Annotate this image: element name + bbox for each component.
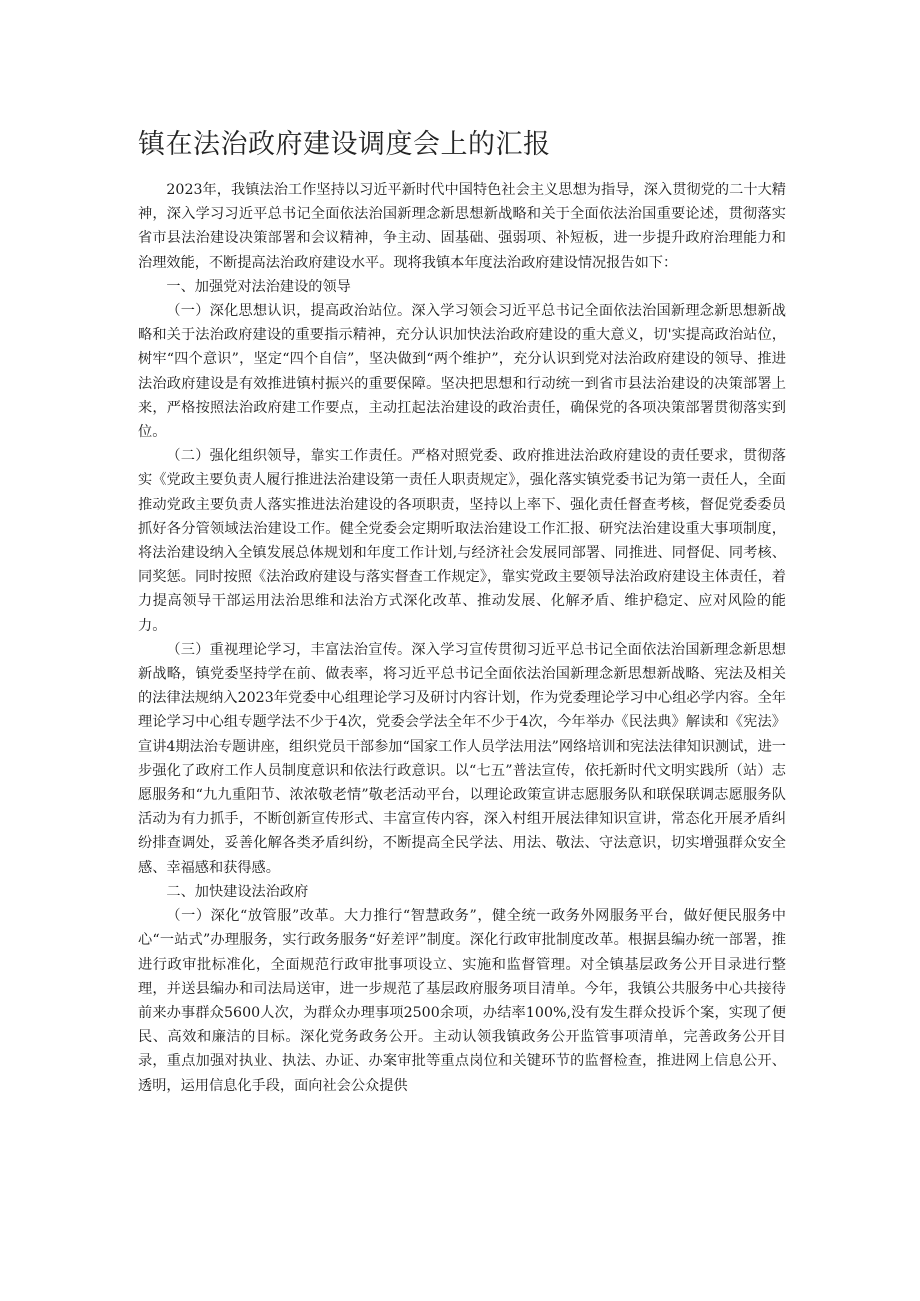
paragraph-1-3: （三）重视理论学习，丰富法治宣传。深入学习宣传贯彻习近平总书记全面依法治国新理念新思想新战略，镇党委坚持学在前、做表率，将习近平总书记全面依法治国新理念新思想新战略、宪法及相关的法律法规纳入2023年党委中心组理论学习及研讨内容计划，作为党委理论学习中心组必学内容。全年理论学习中心组专题学法不少于4次，党委会学法全年不少于4次，今年举办《民法典》解读和《宪法》宣讲4期法治专题讲座，组织党员干部参加“国家工作人员学法用法”网络培训和宪法法律知识测试，进一步强化了政府工作人员制度意识和依法行政意识。以“七五”普法宣传，依托新时代文明实践所（站）志愿服务和“九九重阳节、浓浓敬老情”敬老活动平台，以理论政策宣讲志愿服务队和联保联调志愿服务队活动为有力抓手，不断创新宣传形式、丰富宣传内容，深入村组开展法律知识宣讲，常态化开展矛盾纠纷排查调处，妥善化解各类矛盾纠纷，不断提高全民学法、用法、敬法、守法意识，切实增强群众安全感、幸福感和获得感。: [138, 641, 786, 876]
section-heading-1: 一、加强党对法治建设的领导: [166, 278, 351, 295]
paragraph-2-1: （一）深化“放管服”改革。大力推行“智慧政务”，健全统一政务外网服务平台，做好便民服务中心“一站式”办理服务，实行政务服务“好差评”制度。深化行政审批制度改革。根据县编办统一部署，推进行政审批标准化，全面规范行政审批事项设立、实施和监督管理。对全镇基层政务公开目录进行整理，并送县编办和司法局送审，进一步规范了基层政府服务项目清单。今年，我镇公共服务中心共接待前来办事群众5600人次，为群众办理事项2500余项，办结率100%,没有发生群众投诉个案，实现了便民、高效和廉洁的目标。深化党务政务公开。主动认领我镇政务公开监管事项清单，完善政务公开目录，重点加强对执业、执法、办证、办案审批等重点岗位和关键环节的监督检查，推进网上信息公开、透明，运用信息化手段，面向社会公众提供: [138, 908, 786, 1094]
paragraph-1-1: （一）深化思想认识，提高政治站位。深入学习领会习近平总书记全面依法治国新理念新思想新战略和关于法治政府建设的重要指示精神，充分认识加快法治政府建设的重大意义，切'实提高政治站位，树牢“四个意识”，坚定“四个自信”，坚决做到“两个维护”，充分认识到党对法治政府建设的领导、推进法治政府建设是有效推进镇村振兴的重要保障。坚决把思想和行动统一到省市县法治建设的决策部署上来，严格按照法治政府建工作要点，主动扛起法治建设的政治责任，确保党的各项决策部署贯彻落实到位。: [138, 303, 786, 441]
intro-paragraph: 2023年，我镇法治工作坚持以习近平新时代中国特色社会主义思想为指导，深入贯彻党的二十大精神，深入学习习近平总书记全面依法治国新理念新思想新战略和关于全面依法治国重要论述，贯彻落实省市县法治建设决策部署和会议精神，争主动、固基础、强弱项、补短板，进一步提升政府治理能力和治理效能，不断提高法治政府建设水平。现将我镇本年度法治政府建设情况报告如下：: [138, 182, 786, 271]
document-body: [138, 178, 786, 1098]
section-heading-2: 二、加快建设法治政府: [166, 883, 309, 900]
document-title: 镇在法治政府建设调度会上的汇报: [138, 129, 551, 160]
paragraph-1-2: （二）强化组织领导，靠实工作责任。严格对照党委、政府推进法治政府建设的责任要求，贯彻落实《党政主要负责人履行推进法治建设第一责任人职责规定》，强化落实镇党委书记为第一责任人，全面推动党政主要负责人落实推进法治建设的各项职责，坚持以上率下、强化责任督查考核，督促党委委员抓好各分管领域法治建设工作。健全党委会定期听取法治建设工作汇报、研究法治建设重大事项制度，将法治建设纳入全镇发展总体规划和年度工作计划,与经济社会发展同部署、同推进、同督促、同考核、同奖惩。同时按照《法治政府建设与落实督查工作规定》，靠实党政主要领导法治政府建设主体责任，着力提高领导干部运用法治思维和法治方式深化改革、推动发展、化解矛盾、维护稳定、应对风险的能力。: [138, 448, 786, 634]
